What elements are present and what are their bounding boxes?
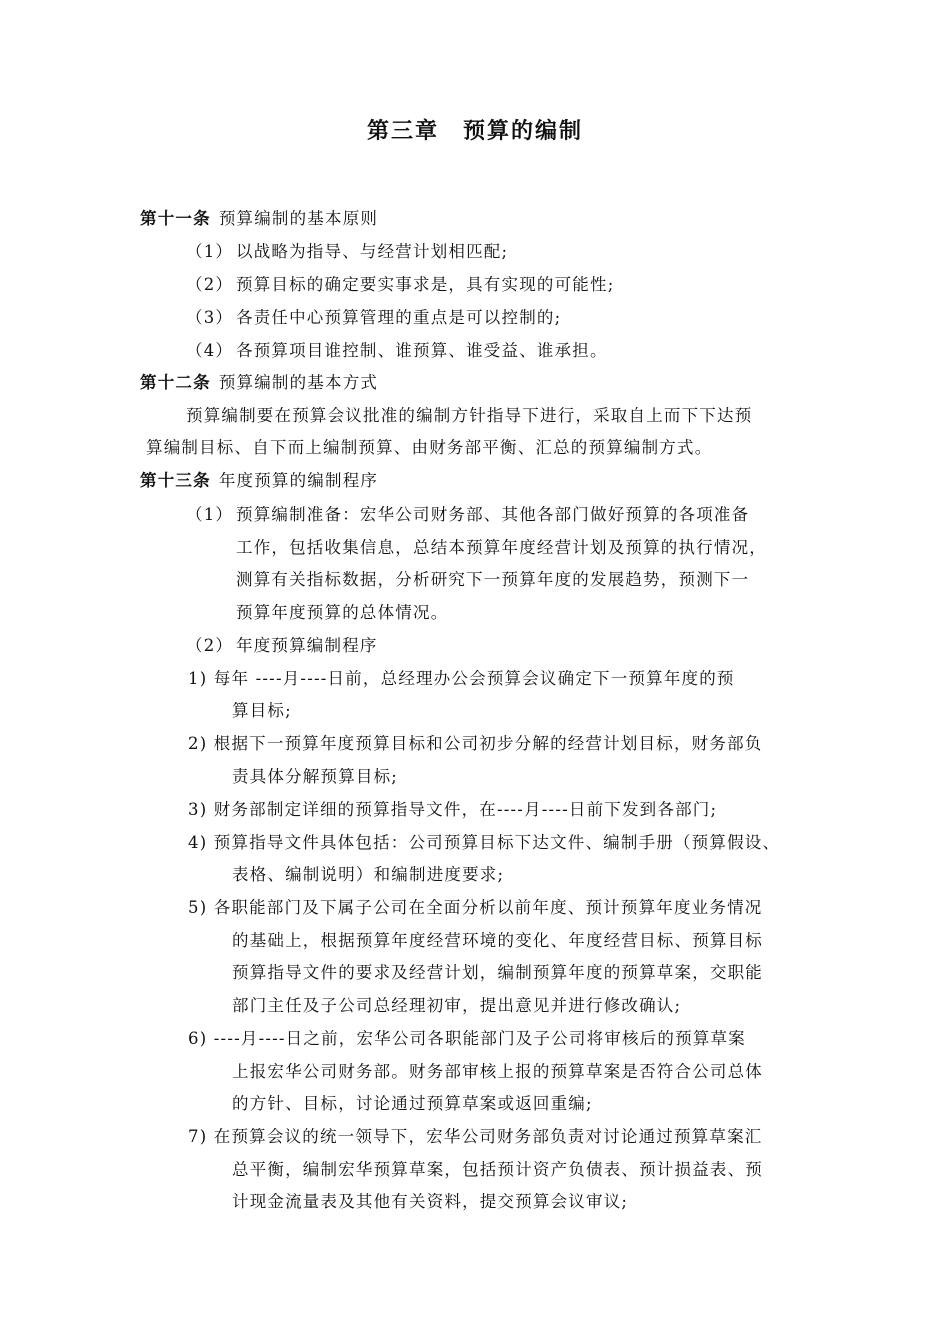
article-11-item-3 [186,307,561,329]
step-5-line-1: 5) 各职能部门及下属子公司在全面分析以前年度、预计预算年度业务情况 [188,898,763,917]
item-text: 各责任中心预算管理的重点是可以控制的; [236,308,562,327]
item-number: （1） [186,505,234,524]
article-13-text: 年度预算的编制程序 [218,471,379,490]
step-2-line-2: 责具体分解预算目标; [232,767,399,786]
item-number: （3） [186,308,234,327]
item-1-continuation-line: 测算有关指标数据，分析研究下一预算年度的发展趋势，预测下一 [236,570,750,589]
item-1-continuation-line: 工作，包括收集信息，总结本预算年度经营计划及预算的执行情况， [236,538,767,557]
step-6-line-1: 6) ----月----日之前，宏华公司各职能部门及子公司将审核后的预算草案 [188,1029,746,1048]
chapter-title: 第三章 预算的编制 [366,118,583,144]
article-13-heading [140,470,378,492]
step-7-line-3: 计现金流量表及其他有关资料，提交预算会议审议; [232,1192,629,1211]
item-number: （2） [186,636,234,655]
article-12-label: 第十二条 [140,373,211,392]
item-1-continuation-line: 预算年度预算的总体情况。 [236,603,449,622]
step-3-line-1: 3) 财务部制定详细的预算指导文件，在----月----日前下发到各部门; [188,800,718,819]
step-5-line-4: 部门主任及子公司总经理初审，提出意见并进行修改确认; [232,996,682,1015]
article-11-item-1 [186,241,508,263]
article-11-item-2 [186,274,614,296]
item-number: （2） [186,275,234,294]
article-11-label: 第十一条 [140,209,211,228]
item-text: 预算目标的确定要实事求是，具有实现的可能性; [236,275,615,294]
step-6-line-3: 的方针、目标，讨论通过预算草案或返回重编; [232,1094,593,1113]
item-text: 各预算项目谁控制、谁预算、谁受益、谁承担。 [236,341,608,360]
step-5-line-2: 的基础上，根据预算年度经营环境的变化、年度经营目标、预算目标 [232,931,763,950]
article-13-item-2 [186,635,378,657]
step-7-line-1: 7) 在预算会议的统一领导下，宏华公司财务部负责对讨论通过预算草案汇 [188,1127,763,1146]
step-6-line-2: 上报宏华公司财务部。财务部审核上报的预算草案是否符合公司总体 [232,1062,763,1081]
article-12-text: 预算编制的基本方式 [218,373,379,392]
step-1-line-2: 算目标; [232,701,292,720]
item-number: （1） [186,242,234,261]
step-4-line-1: 4) 预算指导文件具体包括：公司预算目标下达文件、编制手册（预算假设、 [188,833,781,852]
article-11-item-4 [186,340,608,362]
article-11-text: 预算编制的基本原则 [218,209,379,228]
article-12-paragraph-line-2: 算编制目标、自下而上编制预算、由财务部平衡、汇总的预算编制方式。 [146,438,713,457]
item-text: 以战略为指导、与经营计划相匹配; [236,242,509,261]
article-12-paragraph-line-1: 预算编制要在预算会议批准的编制方针指导下进行，采取自上而下下达预 [186,406,753,425]
article-13-label: 第十三条 [140,471,211,490]
step-5-line-3: 预算指导文件的要求及经营计划，编制预算年度的预算草案，交职能 [232,963,763,982]
article-12-heading [140,372,378,394]
step-7-line-2: 总平衡，编制宏华预算草案，包括预计资产负债表、预计损益表、预 [232,1160,763,1179]
article-11-heading [140,208,378,230]
item-number: （4） [186,341,234,360]
step-2-line-1: 2) 根据下一预算年度预算目标和公司初步分解的经营计划目标，财务部负 [188,734,763,753]
item-text: 年度预算编制程序 [236,636,378,655]
item-text: 预算编制准备：宏华公司财务部、其他各部门做好预算的各项准备 [236,505,750,524]
article-13-item-1 [186,504,749,526]
step-4-line-2: 表格、编制说明）和编制进度要求; [232,865,505,884]
step-1-line-1: 1) 每年 ----月----日前，总经理办公会预算会议确定下一预算年度的预 [188,669,735,688]
